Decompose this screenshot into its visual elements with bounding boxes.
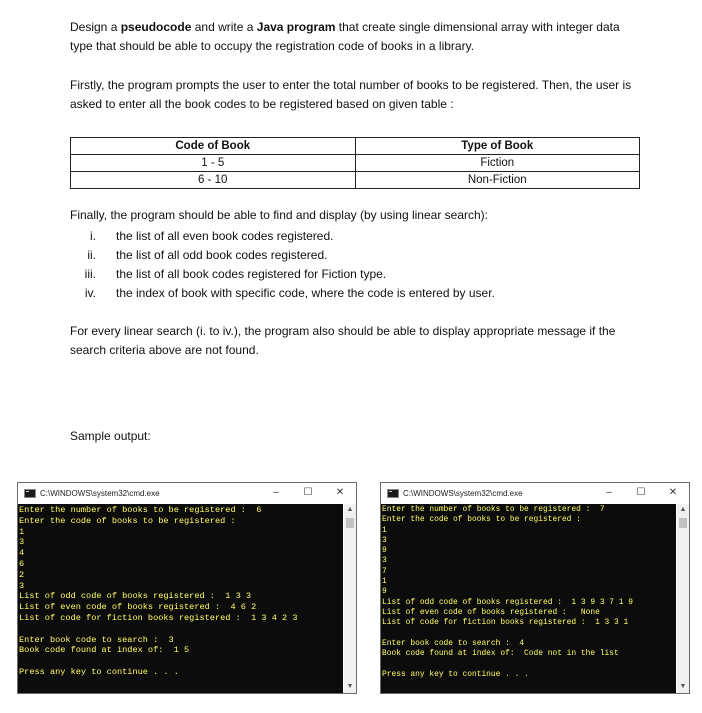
window-titlebar[interactable] <box>381 483 689 503</box>
console-line: 3 <box>382 556 387 566</box>
console-line: Enter the number of books to be registered : 6 <box>19 505 262 515</box>
console-line: List of even code of books registered : None <box>382 607 600 617</box>
intro-text-2: and write a <box>191 20 257 34</box>
list-item <box>70 265 640 284</box>
console-line: Enter book code to search : 4 <box>382 638 525 648</box>
list-number: iv. <box>84 286 96 300</box>
table-cell: 1 - 5 <box>71 155 356 172</box>
console-line: 1 <box>382 525 387 535</box>
console-line: Press any key to continue . . . <box>382 669 529 679</box>
console-output[interactable] <box>18 504 343 693</box>
console-line: Press any key to continue . . . <box>19 666 179 677</box>
list-item <box>70 284 640 303</box>
minimize-button[interactable]: – <box>606 487 612 498</box>
console-line: List of even code of books registered : 4 6 2 <box>19 602 257 613</box>
console-line: 1 <box>19 526 25 537</box>
console-line: 9 <box>382 546 387 556</box>
pseudocode-keyword: pseudocode <box>120 20 192 34</box>
console-line: 6 <box>19 558 25 569</box>
console-line: 3 <box>19 580 25 591</box>
scrollbar-thumb[interactable] <box>679 518 687 528</box>
window-titlebar[interactable] <box>18 483 356 503</box>
table-cell: Non-Fiction <box>355 172 640 189</box>
finally-paragraph: Finally, the program should be able to find and display (by using linear search): <box>70 208 489 222</box>
console-line: Book code found at index of: Code not in the list <box>382 649 619 659</box>
table-cell: 6 - 10 <box>71 172 356 189</box>
console-lines <box>382 505 633 680</box>
cmd-icon <box>387 489 399 498</box>
intro-text-1: Design a <box>70 20 121 34</box>
console-line: List of code for fiction books registered : 1 3 3 1 <box>382 618 629 628</box>
intro-text-3: that create single dimensional array with integer data type that should be able to occupy the registration code of books in a library. <box>70 20 620 53</box>
list-text: the index of book with specific code, where the code is entered by user. <box>116 286 495 300</box>
console-line: Enter the number of books to be registered : 7 <box>382 505 605 514</box>
window-title: C:\WINDOWS\system32\cmd.exe <box>403 488 523 498</box>
console-line <box>19 624 297 635</box>
vertical-scrollbar[interactable] <box>344 504 356 693</box>
console-output[interactable] <box>381 504 676 693</box>
table-header-type: Type of Book <box>355 138 640 155</box>
list-item <box>70 227 640 246</box>
close-button[interactable]: ✕ <box>335 487 345 498</box>
window-title: C:\WINDOWS\system32\cmd.exe <box>40 488 160 498</box>
scroll-down-icon[interactable]: ▼ <box>346 683 354 690</box>
console-line <box>382 659 633 669</box>
table-cell: Fiction <box>355 155 640 172</box>
scroll-up-icon[interactable]: ▲ <box>679 506 687 513</box>
list-number: i. <box>90 229 96 243</box>
search-message-paragraph: For every linear search (i. to iv.), the program also should be able to display appropriate message if the search criteria above are not found. <box>70 324 616 357</box>
java-program-keyword: Java program <box>256 20 336 34</box>
scrollbar-thumb[interactable] <box>346 518 354 528</box>
list-text: the list of all even book codes registered. <box>116 229 334 243</box>
list-text: the list of all book codes registered for Fiction type. <box>116 267 387 281</box>
console-line <box>382 629 633 639</box>
console-line: 7 <box>382 566 387 576</box>
console-line: 9 <box>382 587 387 597</box>
list-text: the list of all odd book codes registered. <box>116 248 328 262</box>
console-line: List of odd code of books registered : 1 3 9 3 7 1 9 <box>382 597 633 607</box>
console-line: 3 <box>382 535 387 545</box>
minimize-button[interactable]: – <box>273 487 279 498</box>
intro-paragraph <box>70 18 640 56</box>
table-row <box>71 155 640 172</box>
vertical-scrollbar[interactable] <box>677 504 689 693</box>
table-row <box>71 172 640 189</box>
console-line: Book code found at index of: 1 5 <box>19 645 190 656</box>
console-line: Enter the code of books to be registered : <box>382 515 581 525</box>
cmd-icon <box>24 489 36 498</box>
console-line: Enter book code to search : 3 <box>19 634 174 645</box>
scroll-down-icon[interactable]: ▼ <box>679 683 687 690</box>
close-button[interactable]: ✕ <box>668 487 678 498</box>
console-line: List of code for fiction books registered : 1 3 4 2 3 <box>19 612 298 623</box>
list-number: iii. <box>84 267 96 281</box>
requirements-list <box>70 227 640 303</box>
list-item <box>70 246 640 265</box>
maximize-button[interactable]: ☐ <box>636 487 646 498</box>
console-line: List of odd code of books registered : 1 3 3 <box>19 591 252 602</box>
console-window-2[interactable] <box>380 482 690 694</box>
console-lines <box>19 505 297 678</box>
book-code-table <box>70 137 640 189</box>
console-line <box>19 656 297 667</box>
console-line: 2 <box>19 569 25 580</box>
list-number: ii. <box>87 248 96 262</box>
console-line: 3 <box>19 537 25 548</box>
console-window-1[interactable] <box>17 482 357 694</box>
console-line: 4 <box>19 548 25 559</box>
prompt-paragraph: Firstly, the program prompts the user to enter the total number of books to be registered. Then, the user is asked to enter all the book codes to be registered based on given table : <box>70 78 632 111</box>
console-line: Enter the code of books to be registered : <box>19 515 236 526</box>
table-header-code: Code of Book <box>71 138 356 155</box>
window-controls <box>260 483 356 503</box>
maximize-button[interactable]: ☐ <box>303 487 313 498</box>
table-header-row <box>71 138 640 155</box>
window-controls <box>593 483 689 503</box>
console-line: 1 <box>382 577 387 587</box>
scroll-up-icon[interactable]: ▲ <box>346 506 354 513</box>
sample-output-label: Sample output: <box>70 429 151 443</box>
